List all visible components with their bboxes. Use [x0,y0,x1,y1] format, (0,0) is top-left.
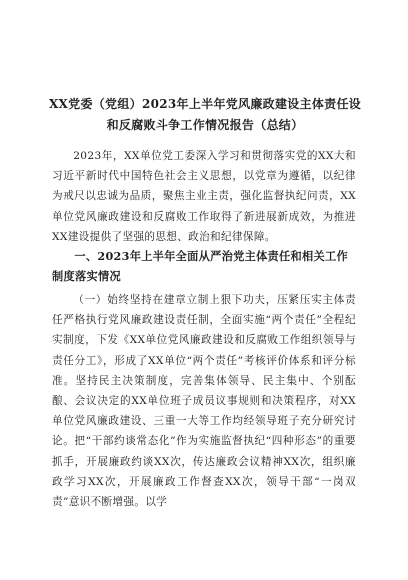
section-paragraph: （一）始终坚持在建章立制上狠下功夫，压紧压实主体责任严格执行党风廉政建设责任制，全面实施“两个责任”全程纪实制度，下发《XX单位党风廉政建设和反腐败工作组织领导与责任分工》，形成了XX单位“两个责任”考核评价体系和评分标准。坚持民主决策制度，完善集体领导、民主集中、个别酝酿、会议决定的XX单位班子成员议事规则和决策程序，对XX单位党风廉政建设、三重一大等工作均经领导班子充分研究讨论。把“干部约谈常态化”作为实施监督执纪“四种形态”的重要抓手，开展廉政约谈XX次，传达廉政会议精神XX次，组织廉政学习XX次，开展廉政工作督查XX次，领导干部“一岗双责”意识不断增强。以学 [52,294,356,509]
intro-paragraph: 2023年，XX单位党工委深入学习和贯彻落实党的XX大和习近平新时代中国特色社会主义思想，以党章为遵循，以纪律为戒尺以忠诚为品质，聚焦主业主责，强化监督执纪问责，XX单位党风廉政建设和反腐败工作取得了新进展新成效，为推进XX建设提供了坚强的思想、政治和纪律保障。 [52,150,356,243]
section-heading: 一、2023年上半年全面从严治党主体责任和相关工作制度落实情况 [52,249,348,283]
document-title: XX党委（党组）2023年上半年党风廉政建设主体责任设和反腐败斗争工作情况报告（总结） [48,97,362,132]
